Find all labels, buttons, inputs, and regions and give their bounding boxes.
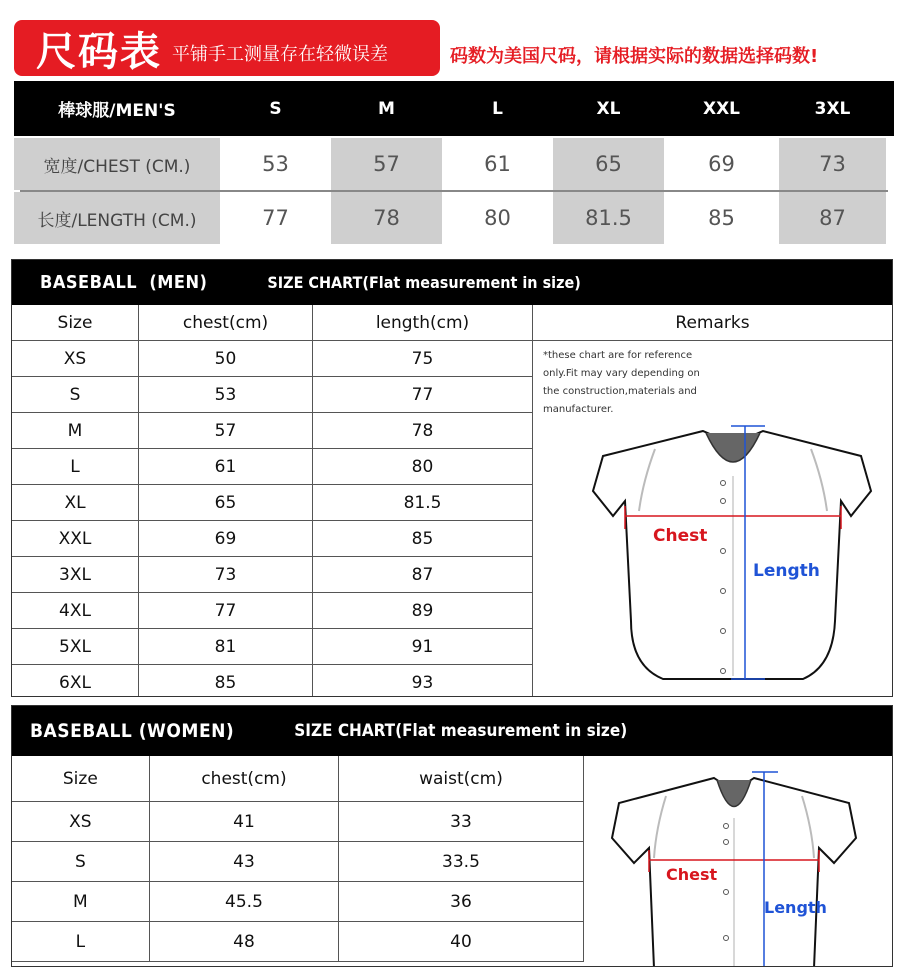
summary-cell: 80 [442,192,553,244]
summary-row-label: 宽度/CHEST (CM.) [14,138,220,190]
summary-header-cell: L [492,98,503,119]
women-chart-grid [12,756,892,962]
table-cell: 5XL [12,629,138,665]
summary-cell: 77 [220,192,331,244]
men-remarks-column [533,305,892,697]
table-cell: 43 [150,842,339,882]
men-size-column [12,305,139,697]
table-cell: 80 [313,449,532,485]
us-size-note: 码数为美国尺码，请根据实际的数据选择码数! [450,46,819,67]
summary-length-row [14,192,894,244]
men-chart-subtitle: SIZE CHART(Flat measurement in size) [267,273,581,292]
summary-header-cell: 3XL [814,98,851,119]
jersey-outline-icon [593,431,871,679]
table-cell: XS [12,341,138,377]
table-cell: 33.5 [339,842,582,882]
table-cell: 57 [139,413,312,449]
table-cell: L [12,449,138,485]
women-size-column [12,756,150,962]
women-jersey-diagram [604,768,864,967]
summary-cell: 69 [664,138,779,190]
summary-cell: 87 [779,192,886,244]
page-subtitle: 平铺手工测量存在轻微误差 [172,44,388,65]
summary-chest-row [14,138,894,190]
summary-cell: 85 [664,192,779,244]
summary-header-row [14,81,894,136]
table-cell: XXL [12,521,138,557]
table-cell: 73 [139,557,312,593]
table-cell: 3XL [12,557,138,593]
table-cell: S [12,377,138,413]
remarks-area [533,341,892,697]
remarks-text: *these chart are for reference only.Fit may vary depending on the construction,materials and manufacturer. [543,350,700,415]
jersey-outline-icon [612,778,856,967]
page-title: 尺码表 [36,28,162,75]
men-length-column [313,305,533,697]
table-cell: L [12,922,149,962]
summary-cell: 57 [331,138,442,190]
table-cell: M [12,882,149,922]
summary-header-cell: 棒球服/MEN'S [58,101,176,121]
table-cell: 77 [313,377,532,413]
column-header: Remarks [533,305,892,341]
table-cell: 87 [313,557,532,593]
men-jersey-diagram [583,421,883,693]
table-cell: 93 [411,673,434,693]
summary-cell: 65 [553,138,664,190]
chest-label: Chest [665,865,717,884]
women-diagram-column [584,756,892,962]
column-header: length(cm) [313,305,532,341]
table-cell: 48 [150,922,339,962]
men-size-chart [11,259,893,697]
summary-header-cell: XL [596,98,621,119]
summary-header-cell: XXL [702,98,741,119]
table-cell: 33 [339,802,582,842]
table-cell: 4XL [12,593,138,629]
table-cell: 36 [339,882,582,922]
summary-header-cell: M [378,98,395,119]
men-chart-title-bar [12,260,892,305]
table-cell: 65 [139,485,312,521]
women-size-chart [11,705,893,967]
table-cell: 53 [139,377,312,413]
table-cell: 89 [313,593,532,629]
table-cell: S [12,842,149,882]
summary-header-cell: S [269,98,282,119]
summary-row-label: 长度/LENGTH (CM.) [14,192,220,244]
women-chart-title: BASEBALL (WOMEN) [30,720,235,742]
table-cell: 81 [139,629,312,665]
summary-cell: 81.5 [553,192,664,244]
table-cell: M [12,413,138,449]
table-cell: 41 [150,802,339,842]
column-header: chest(cm) [139,305,312,341]
chest-label: Chest [653,526,708,546]
summary-size-table [14,81,894,244]
column-header: waist(cm) [339,756,582,802]
table-cell: 75 [313,341,532,377]
length-label: Length [753,561,820,581]
summary-cell: 73 [779,138,886,190]
men-chart-grid [12,305,892,697]
table-cell: 40 [339,922,582,962]
table-cell: 77 [139,593,312,629]
table-cell: XL [12,485,138,521]
column-header: Size [12,305,138,341]
summary-cell: 53 [220,138,331,190]
column-header: Size [12,756,149,802]
table-cell: 45.5 [150,882,339,922]
table-cell: 85 [214,673,237,693]
men-chest-column [139,305,313,697]
women-chest-column [150,756,340,962]
table-cell: 85 [313,521,532,557]
women-chart-title-bar [12,706,892,756]
table-cell: 69 [139,521,312,557]
summary-cell: 78 [331,192,442,244]
women-waist-column [339,756,583,962]
table-cell: 50 [139,341,312,377]
summary-cell: 61 [442,138,553,190]
table-cell: 81.5 [313,485,532,521]
table-cell: 91 [313,629,532,665]
size-chart-title-badge [14,20,440,76]
men-chart-title: BASEBALL (MEN) [40,272,208,293]
length-label: Length [763,898,827,917]
table-cell: 78 [313,413,532,449]
table-cell: 61 [139,449,312,485]
table-cell: 6XL [59,673,91,693]
table-cell: XS [12,802,149,842]
column-header: chest(cm) [150,756,339,802]
women-chart-subtitle: SIZE CHART(Flat measurement in size) [294,721,628,741]
